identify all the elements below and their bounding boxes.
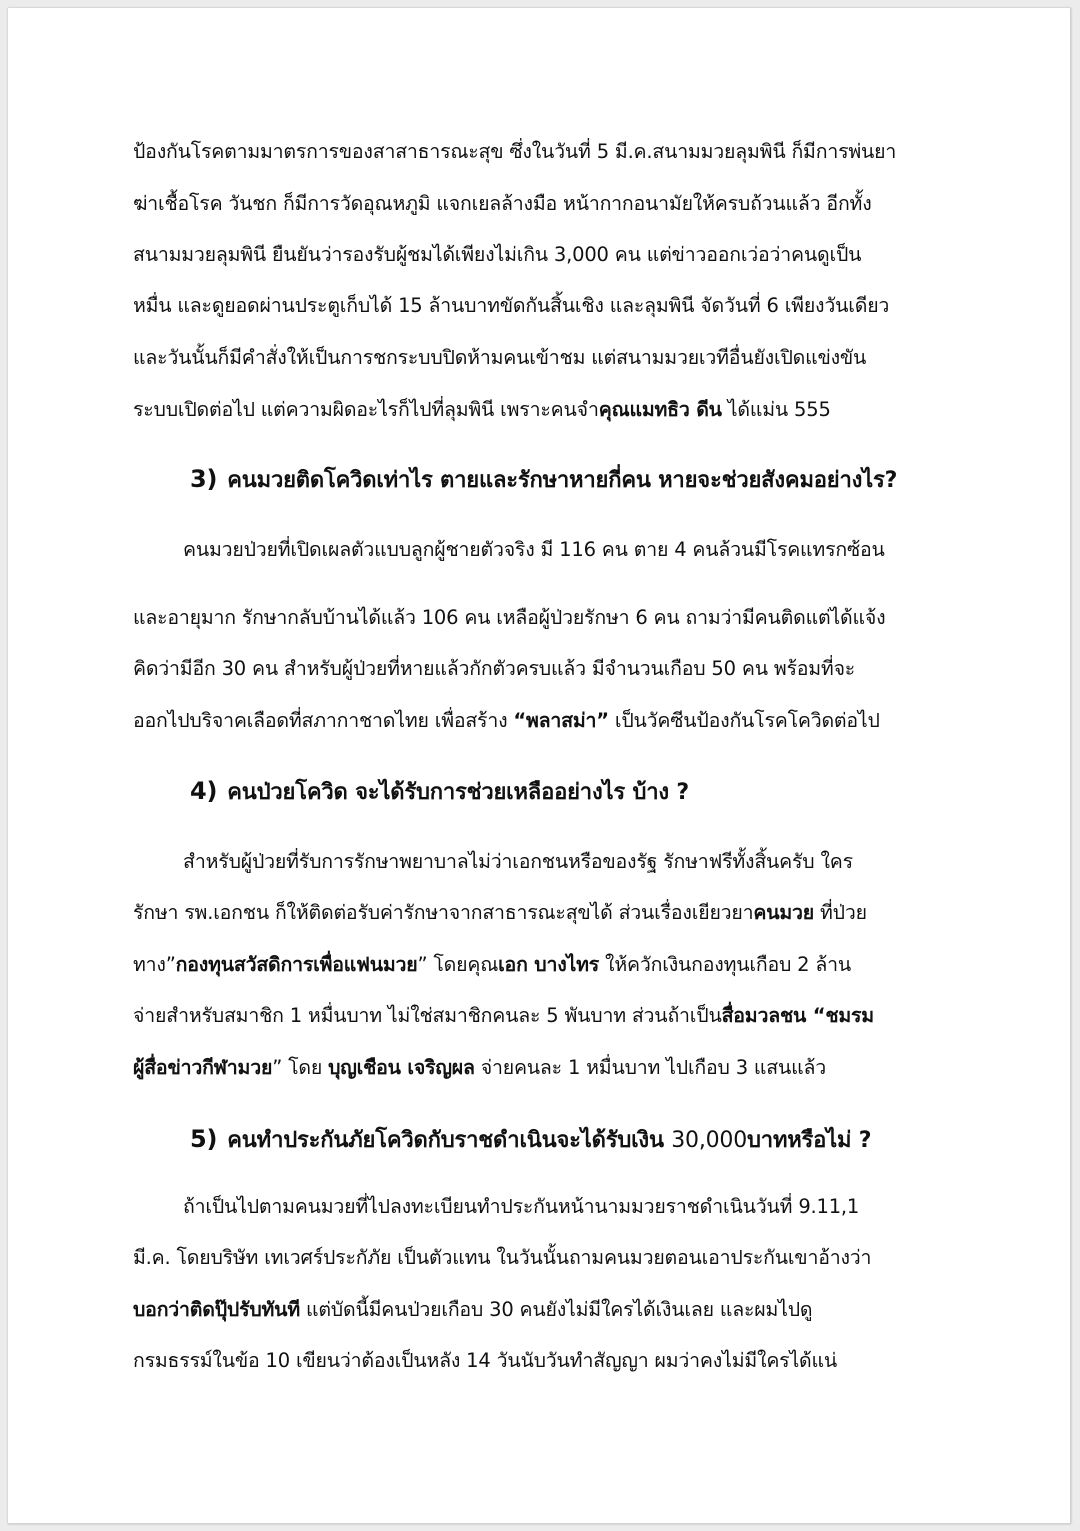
section-title: คนป่วยโควิด จะได้รับการช่วยเหลืออย่างไร บ้าง ? bbox=[227, 780, 689, 805]
bold-quote: “ bbox=[806, 1004, 826, 1027]
text-line: มี.ค. โดยบริษัท เทเวศร์ประกัภัย เป็นตัวแทน ในวันนั้นถามคนมวยตอนเอาประกันเขาอ้างว่า bbox=[133, 1246, 872, 1269]
text-line bbox=[133, 1054, 826, 1082]
text-line bbox=[133, 1002, 874, 1030]
text-run: เป็นวัคซีนป้องกันโรคโควิดต่อไป bbox=[608, 709, 880, 732]
text-line bbox=[133, 1296, 812, 1324]
bold-term: ผู้สื่อข่าวกีฬามวย bbox=[133, 1056, 273, 1079]
text-run: จ่ายคนละ 1 หมื่นบาท ไปเกือบ 3 แสนแล้ว bbox=[474, 1056, 826, 1079]
text-line bbox=[133, 707, 880, 735]
text-line: ป้องกันโรคตามมาตรการของสาสาธารณะสุข ซึ่งในวันที่ 5 มี.ค.สนามมวยลุมพินี ก็มีการพ่นยา bbox=[133, 140, 897, 163]
text-run: จ่ายสำหรับสมาชิก 1 หมื่นบาท ไม่ใช่สมาชิกคนละ 5 พันบาท ส่วนถ้าเป็น bbox=[133, 1004, 722, 1027]
text-run: ทาง” bbox=[133, 953, 176, 976]
text-run: ได้แม่น 555 bbox=[721, 398, 831, 421]
text-line: ถ้าเป็นไปตามคนมวยที่ไปลงทะเบียนทำประกันหน้านามมวยราชดำเนินวันที่ 9.11,1 bbox=[183, 1195, 860, 1218]
section-title-amount: 30,000 bbox=[671, 1128, 748, 1153]
text-line: และอายุมาก รักษากลับบ้านได้แล้ว 106 คน เหลือผู้ป่วยรักษา 6 คน ถามว่ามีคนติดแต่ได้แจ้ง bbox=[133, 606, 886, 629]
text-run: ” โดยคุณ bbox=[417, 953, 499, 976]
section-number: 3) bbox=[190, 465, 218, 493]
section-heading bbox=[190, 1124, 871, 1156]
text-line bbox=[133, 899, 867, 927]
text-line: คนมวยป่วยที่เปิดเผลตัวแบบลูกผู้ชายตัวจริง มี 116 คน ตาย 4 คนล้วนมีโรคแทรกซ้อน bbox=[183, 538, 885, 561]
bold-name: บุญเชือน เจริญผล bbox=[328, 1056, 475, 1079]
section-title: คนมวยติดโควิดเท่าไร ตายและรักษาหายกี่คน หายจะช่วยสังคมอย่างไร? bbox=[227, 468, 898, 493]
text-line bbox=[133, 951, 851, 979]
section-title: บาทหรือไม่ ? bbox=[747, 1128, 872, 1153]
text-line: และวันนั้นก็มีคำสั่งให้เป็นการชกระบบปิดห้ามคนเข้าชม แต่สนามมวยเวทีอื่นยังเปิดแข่งขัน bbox=[133, 346, 867, 369]
section-heading bbox=[190, 464, 897, 496]
text-line: สำหรับผู้ป่วยที่รับการรักษาพยาบาลไม่ว่าเอกชนหรือของรัฐ รักษาฟรีทั้งสิ้นครับ ใคร bbox=[183, 850, 853, 873]
text-line: หมื่น และดูยอดผ่านประตูเก็บได้ 15 ล้านบาทขัดกันสิ้นเชิง และลุมพินี จัดวันที่ 6 เพียงวันเดียว bbox=[133, 294, 890, 317]
section-number: 4) bbox=[190, 777, 218, 805]
bold-term: สื่อมวลชน bbox=[721, 1004, 807, 1027]
bold-name: เอก บางไทร bbox=[498, 953, 600, 976]
text-line: คิดว่ามีอีก 30 คน สำหรับผู้ป่วยที่หายแล้วกักตัวครบแล้ว มีจำนวนเกือบ 50 คน พร้อมที่จะ bbox=[133, 657, 856, 680]
text-line bbox=[133, 396, 831, 424]
text-run: ออกไปบริจาคเลือดที่สภากาชาดไทย เพื่อสร้าง bbox=[133, 709, 514, 732]
section-title: คนทำประกันภัยโควิดกับราชดำเนินจะได้รับเงิน bbox=[227, 1128, 672, 1153]
text-run: รักษา รพ.เอกชน ก็ให้ติดต่อรับค่ารักษาจากสาธารณะสุขได้ ส่วนเรื่องเยียวยา bbox=[133, 901, 754, 924]
section-heading bbox=[190, 776, 689, 808]
text-line: สนามมวยลุมพินี ยืนยันว่ารองรับผู้ชมได้เพียงไม่เกิน 3,000 คน แต่ข่าวออกเว่อว่าคนดูเป็น bbox=[133, 243, 862, 266]
text-run: ที่ป่วย bbox=[814, 901, 867, 924]
bold-term: กองทุนสวัสดิการเพื่อแฟนมวย bbox=[175, 953, 418, 976]
text-line: ฆ่าเชื้อโรค วันชก ก็มีการวัดอุณหภูมิ แจกเยลล้างมือ หน้ากากอนามัยให้ครบถ้วนแล้ว อีกทั้ง bbox=[133, 192, 872, 215]
text-run: ” โดย bbox=[272, 1056, 329, 1079]
section-number: 5) bbox=[190, 1125, 218, 1153]
text-run: ให้ควักเงินกองทุนเกือบ 2 ล้าน bbox=[599, 953, 851, 976]
text-run: แต่บัดนี้มีคนป่วยเกือบ 30 คนยังไม่มีใครได้เงินเลย และผมไปดู bbox=[299, 1298, 813, 1321]
bold-name: คุณแมทธิว ดีน bbox=[598, 398, 722, 421]
bold-term: บอกว่าติดปุ๊ปรับทันที bbox=[133, 1298, 300, 1321]
text-line: กรมธรรม์ในข้อ 10 เขียนว่าต้องเป็นหลัง 14 วันนับวันทำสัญญา ผมว่าคงไม่มีใครได้แน่ bbox=[133, 1349, 838, 1372]
text-run: ระบบเปิดต่อไป แต่ความผิดอะไรก็ไปที่ลุมพินี เพราะคนจำ bbox=[133, 398, 599, 421]
bold-term: “พลาสม่า” bbox=[513, 709, 609, 732]
bold-term: ชมรม bbox=[825, 1004, 874, 1027]
bold-term: คนมวย bbox=[753, 901, 814, 924]
